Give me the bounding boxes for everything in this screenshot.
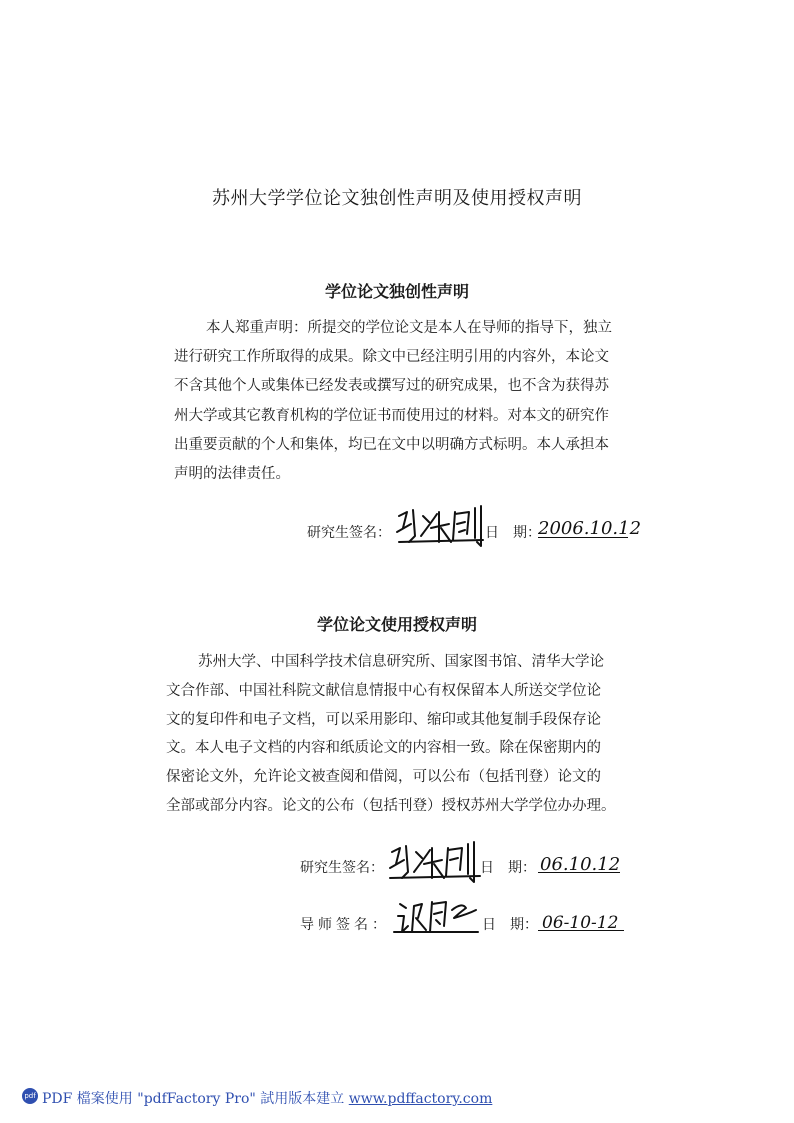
originality-line-4: 州大学或其它教育机构的学位证书而使用过的材料。对本文的研究作: [174, 408, 609, 424]
authorization-line-6: 全部或部分内容。论文的公布（包括刊登）授权苏州大学学位办办理。: [166, 798, 616, 814]
authorization-heading: 学位论文使用授权声明: [316, 615, 477, 634]
student-signature: [393, 502, 487, 548]
auth-student-date-label: 日 期：: [480, 860, 536, 876]
advisor-date-label: 日 期：: [482, 917, 538, 933]
auth-student-date-text: 06.10.12: [540, 854, 621, 875]
originality-line-1: 本人郑重声明：所提交的学位论文是本人在导师的指导下，独立: [206, 320, 612, 336]
pdf-logo-icon: pdf: [22, 1088, 38, 1104]
authorization-line-1: 苏州大学、中国科学技术信息研究所、国家图书馆、清华大学论: [198, 654, 604, 670]
authorization-line-2: 文合作部、中国社科院文献信息情报中心有权保留本人所送交学位论: [166, 683, 601, 699]
originality-line-5: 出重要贡献的个人和集体，均已在文中以明确方式标明。本人承担本: [174, 437, 609, 453]
originality-line-6: 声明的法律责任。: [174, 466, 290, 482]
authorization-line-4: 文。本人电子文档的内容和纸质论文的内容相一致。除在保密期内的: [166, 740, 601, 756]
originality-heading: 学位论文独创性声明: [324, 282, 469, 301]
advisor-date-text: 06-10-12: [542, 913, 619, 933]
pdf-footer: [22, 1088, 492, 1108]
document-title: 苏州大学学位论文独创性声明及使用授权声明: [212, 188, 582, 209]
auth-student-signature: [386, 840, 480, 884]
auth-student-date-handwritten: [538, 846, 628, 876]
advisor-signature: [392, 896, 484, 940]
student-date-handwritten: [536, 510, 642, 540]
authorization-line-3: 文的复印件和电子文档，可以采用影印、缩印或其他复制手段保存论: [166, 712, 601, 728]
advisor-signature-label: 导师签名：: [300, 917, 390, 933]
authorization-line-5: 保密论文外，允许论文被查阅和借阅，可以公布（包括刊登）论文的: [166, 769, 601, 785]
student-date-text: 2006.10.12: [538, 518, 642, 539]
originality-line-3: 不含其他个人或集体已经发表或撰写过的研究成果，也不含为获得苏: [174, 378, 609, 394]
student-date-label: 日 期：: [485, 525, 541, 541]
originality-line-2: 进行研究工作所取得的成果。除文中已经注明引用的内容外，本论文: [174, 349, 609, 365]
advisor-date-handwritten: [540, 904, 632, 934]
auth-student-signature-label: 研究生签名：: [300, 860, 384, 876]
footer-link[interactable]: www.pdffactory.com: [348, 1091, 493, 1107]
footer-text: PDF 檔案使用 "pdfFactory Pro" 試用版本建立: [42, 1091, 345, 1107]
student-signature-label: 研究生签名：: [307, 525, 391, 541]
